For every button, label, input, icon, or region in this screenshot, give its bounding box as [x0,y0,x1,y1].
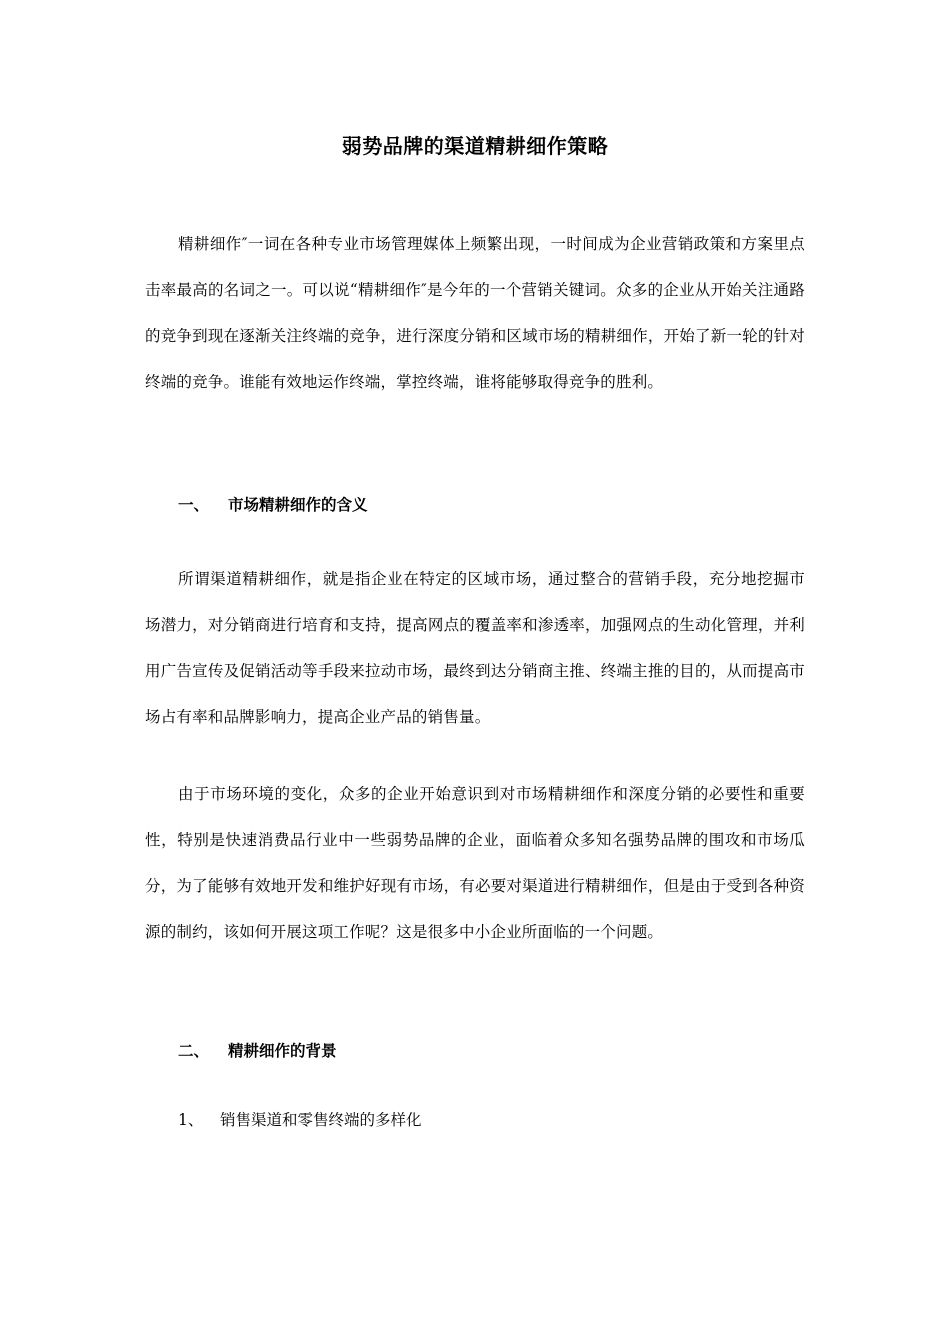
subsection-title: 销售渠道和零售终端的多样化 [220,1111,422,1129]
document-title: 弱势品牌的渠道精耕细作策略 [341,134,609,158]
section-heading-2 [178,1039,337,1063]
paragraph-intro: 精耕细作″一词在各种专业市场管理媒体上频繁出现，一时间成为企业营销政策和方案里点击率最高的名词之一。可以说“精耕细作″是今年的一个营销关键词。众多的企业从开始关注通路的竞争到现在逐渐关注终端的竞争，进行深度分销和区域市场的精耕细作，开始了新一轮的针对终端的竞争。谁能有效地运作终端，掌控终端，谁将能够取得竞争的胜利。 [145,235,805,391]
section-number: 二、 [178,1042,210,1060]
section-title: 精耕细作的背景 [228,1042,337,1060]
subsection-heading-1 [178,1108,422,1132]
section-heading-1 [178,493,368,517]
subsection-number: 1、 [178,1111,204,1129]
section-title: 市场精耕细作的含义 [228,496,368,514]
section-number: 一、 [178,496,210,514]
paragraph-market-change: 由于市场环境的变化，众多的企业开始意识到对市场精耕细作和深度分销的必要性和重要性，特别是快速消费品行业中一些弱势品牌的企业，面临着众多知名强势品牌的围攻和市场瓜分，为了能够有效地开发和维护好现有市场，有必要对渠道进行精耕细作，但是由于受到各种资源的制约，该如何开展这项工作呢？这是很多中小企业所面临的一个问题。 [145,785,805,941]
paragraph-definition: 所谓渠道精耕细作，就是指企业在特定的区域市场，通过整合的营销手段，充分地挖掘市场潜力，对分销商进行培育和支持，提高网点的覆盖率和渗透率，加强网点的生动化管理，并利用广告宣传及促销活动等手段来拉动市场，最终到达分销商主推、终端主推的目的，从而提高市场占有率和品牌影响力，提高企业产品的销售量。 [145,570,805,726]
